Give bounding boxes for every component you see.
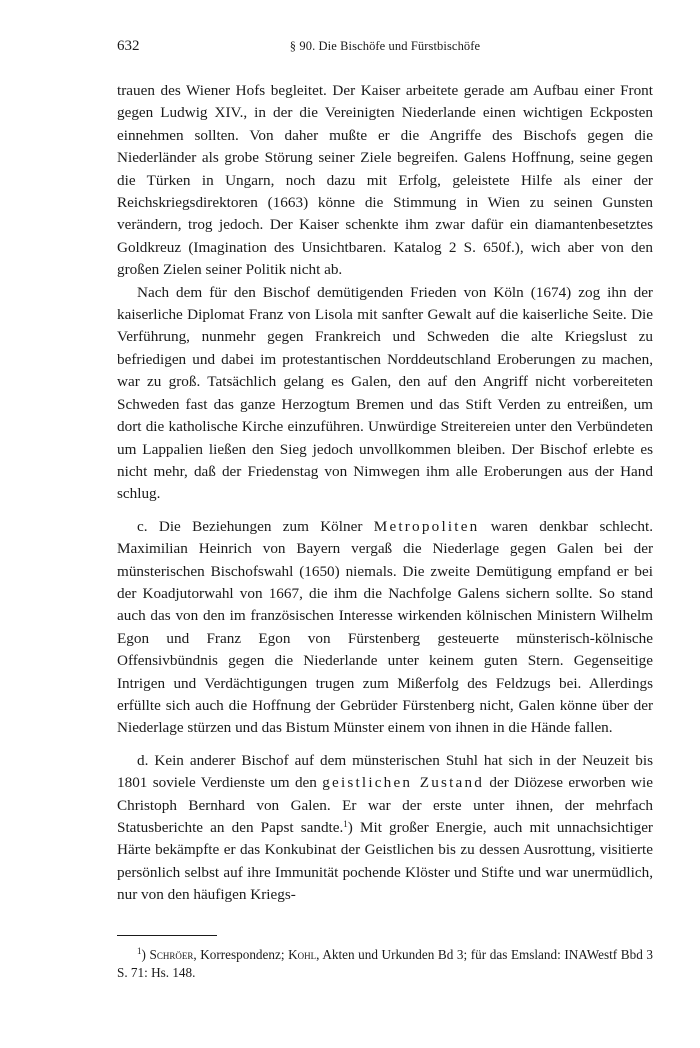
footnotes (117, 946, 653, 983)
paragraph: Nach dem für den Bischof demütigenden Frieden von Köln (1674) zog ihn der kaiserliche Diplomat Franz von Lisola mit sanfter Gewalt auf die kaiserliche Seite. Die Verführung, nunmehr gegen Frankreich und Schweden die alte Kriegslust zu befriedigen und dabei im protestantischen Norddeutschland Eroberungen zu machen, war zu groß. Tatsächlich gelang es Galen, den auf den Angriff nicht vorbereiteten Schweden fast das ganze Herzogtum Bremen und das Stift Verden zu entreißen, um dort die katholische Kirche einzuführen. Unwürdige Streitereien unter den Verbündeten um Lappalien ließen den Sieg jedoch unvollkommen bleiben. Der Bischof erlebte es nicht mehr, daß der Friedenstag von Nimwegen ihm alle Eroberungen aus der Hand schlug. (117, 283, 653, 503)
spaced-emphasis: geistlichen Zustand (322, 774, 485, 792)
footnote-marker: 1 (137, 945, 142, 956)
main-text (117, 80, 653, 907)
footnote (117, 946, 653, 983)
spaced-emphasis: Metropoliten (373, 517, 480, 535)
footnote-divider (117, 935, 217, 936)
text-run: c. Die Beziehungen zum Kölner (137, 517, 374, 535)
footnote-marker-suffix: ) (141, 946, 150, 962)
text-run: d. Kein anderer Bischof auf dem münsterischen Stuhl hat sich in der Neuzeit bis 1801 soviele Verdienste um den (117, 751, 653, 792)
footnote-text: , Korrespondenz; (193, 946, 289, 962)
book-page (117, 38, 653, 983)
footnote-reference[interactable]: 1 (343, 819, 348, 829)
text-run: ) Mit großer Energie, auch mit unnachsichtiger Härte bekämpfte er das Konkubinat der Geistlichen bis zu dessen Ausrottung, visitierte persönlich selbst auf ihre Immunität pochende Klöster und Stifte und war unermüdlich, nur von den häufigen Kriegs- (117, 819, 653, 904)
paragraph-section-c (117, 516, 653, 740)
footnote-text: , Akten und Urkunden Bd 3; für das Emsland: INAWestf Bbd 3 S. 71: Hs. 148. (117, 946, 653, 981)
text-run: der Diözese erworben wie Christoph Bernhard von Galen. Er war der erste unter ihnen, der mehrfach Statusberichte an den Papst sandte. (117, 774, 653, 836)
text-run: waren denkbar schlecht. Maximilian Heinrich von Bayern vergaß die Niederlage gegen Galen bei der münsterischen Bischofswahl (1650) niemals. Die zweite Demütigung empfand er bei der Koadjutorwahl von 1667, die ihm die Nachfolge Galens sichern sollte. So stand auch das von den im französischen Interesse wirkenden kölnischen Ministern Wilhelm Egon und Franz Egon von Fürstenberg gesteuerte münsterisch-kölnische Offensivbündnis gegen die Niederlande unter keinem guten Stern. Gegenseitige Intrigen und Verdächtigungen trugen zum Mißerfolg des Feldzugs bei. Allerdings erfüllte sich auch die Hoffnung der Gebrüder Fürstenberg nicht, Galen könne über der Niederlage stürzen und das Bistum Münster einem von ihnen in die Hände fallen. (117, 517, 653, 737)
running-head: § 90. Die Bischöfe und Fürstbischöfe (289, 39, 481, 53)
page-header (117, 38, 653, 60)
paragraph: trauen des Wiener Hofs begleitet. Der Kaiser arbeitete gerade am Aufbau einer Front gegen Ludwig XIV., in der die Vereinigten Niederlande einen wichtigen Eckposten einnehmen sollten. Von daher mußte er die Angriffe des Bischofs gegen die Niederländer als grobe Störung seiner Ziele begreifen. Galens Hoffnung, seine gegen die Türken in Ungarn, noch dazu mit Erfolg, geleistete Hilfe als einer der Reichskriegsdirektoren (1663) könne die Stimmung in Wien zu seinen Gunsten verändern, trog jedoch. Der Kaiser schenkte ihm zwar dafür ein diamantenbesetztes Goldkreuz (Imagination des Unsichtbaren. Katalog 2 S. 650f.), wich aber von den großen Zielen seiner Politik nicht ab. (117, 82, 653, 279)
footnote-author: Kohl (288, 946, 317, 962)
footnote-author: Schröer (149, 946, 194, 962)
page-number: 632 (117, 38, 140, 54)
paragraph-section-d (117, 750, 653, 907)
